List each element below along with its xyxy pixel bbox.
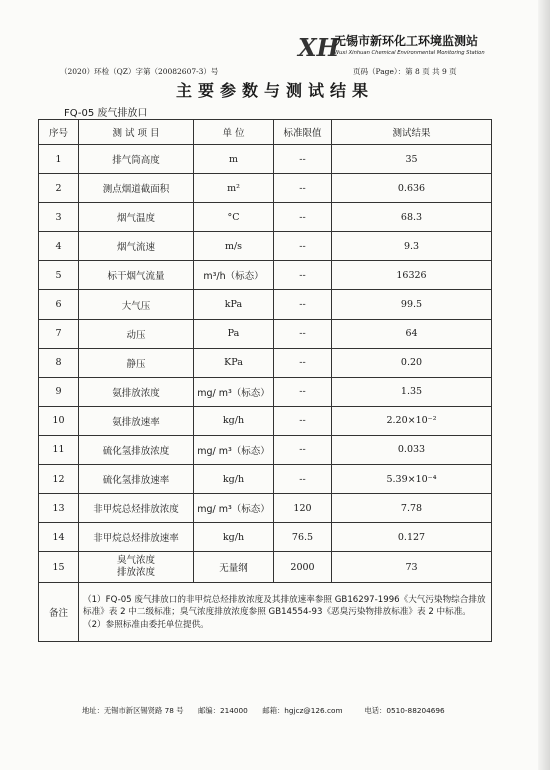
cell-limit: -- (274, 435, 332, 464)
report-number: （2020）环检（QZ）字第（20082607-3）号 (60, 67, 219, 76)
cell-unit: kPa (194, 290, 274, 319)
cell-no: 5 (39, 261, 79, 290)
side-seal-fragment (522, 330, 536, 384)
cell-item: 烟气流速 (79, 232, 194, 261)
cell-limit: -- (274, 377, 332, 406)
header-limit: 标准限值 (274, 120, 332, 145)
cell-no: 11 (39, 435, 79, 464)
cell-item-line2: 排放浓度 (116, 567, 155, 579)
table-row (39, 232, 492, 261)
cell-no: 3 (39, 203, 79, 232)
table-row (39, 290, 492, 319)
cell-item: 大气压 (79, 290, 194, 319)
cell-no: 1 (39, 145, 79, 174)
section-subtitle: FQ-05 废气排放口 (64, 108, 148, 119)
cell-result: 16326 (332, 261, 492, 290)
cell-limit: -- (274, 261, 332, 290)
cell-unit: mg/ m³（标态） (194, 377, 274, 406)
cell-item: 测点烟道截面积 (79, 174, 194, 203)
cell-item (79, 552, 194, 583)
cell-item: 氨排放浓度 (79, 377, 194, 406)
cell-item: 静压 (79, 348, 194, 377)
cell-unit: Pa (194, 319, 274, 348)
cell-unit: kg/h (194, 523, 274, 552)
cell-limit: -- (274, 319, 332, 348)
cell-result: 9.3 (332, 232, 492, 261)
cell-result: 0.033 (332, 435, 492, 464)
table-row (39, 523, 492, 552)
cell-result: 0.127 (332, 523, 492, 552)
note-label: 备注 (39, 583, 79, 642)
cell-result: 0.636 (332, 174, 492, 203)
company-logo (298, 30, 488, 66)
page-title: 主要参数与测试结果 (175, 81, 374, 100)
cell-result: 7.78 (332, 494, 492, 523)
cell-result: 99.5 (332, 290, 492, 319)
cell-limit: -- (274, 406, 332, 435)
table-row (39, 203, 492, 232)
table-row (39, 465, 492, 494)
table-row (39, 435, 492, 464)
cell-unit: °C (194, 203, 274, 232)
logo-mark-icon (298, 32, 340, 62)
page-info: 页码（Page）：第 8 页 共 9 页 (353, 67, 457, 76)
cell-item: 烟气温度 (79, 203, 194, 232)
cell-limit: -- (274, 290, 332, 319)
cell-limit: -- (274, 348, 332, 377)
cell-item: 硫化氢排放速率 (79, 465, 194, 494)
table-row (39, 406, 492, 435)
cell-limit: -- (274, 174, 332, 203)
cell-item: 动压 (79, 319, 194, 348)
cell-unit: mg/ m³（标态） (194, 494, 274, 523)
cell-unit: m/s (194, 232, 274, 261)
notes-row (39, 583, 492, 642)
cell-no: 6 (39, 290, 79, 319)
cell-no: 14 (39, 523, 79, 552)
cell-result: 5.39×10⁻⁴ (332, 465, 492, 494)
cell-no: 9 (39, 377, 79, 406)
cell-result: 68.3 (332, 203, 492, 232)
cell-item-line1: 臭气浓度 (116, 555, 155, 567)
cell-unit: m (194, 145, 274, 174)
results-table (38, 119, 492, 642)
cell-no: 15 (39, 552, 79, 583)
table-row (39, 145, 492, 174)
note-content (79, 583, 492, 642)
cell-unit: m² (194, 174, 274, 203)
table-row (39, 261, 492, 290)
cell-unit: kg/h (194, 406, 274, 435)
cell-item: 非甲烷总烃排放浓度 (79, 494, 194, 523)
table-row (39, 319, 492, 348)
cell-no: 10 (39, 406, 79, 435)
footer-contact: 地址：无锡市新区锡贤路 78 号 邮编：214000 邮箱：hgjcz@126.com 电话：0510-88204696 (82, 706, 445, 715)
cell-result: 2.20×10⁻² (332, 406, 492, 435)
cell-no: 2 (39, 174, 79, 203)
cell-no: 8 (39, 348, 79, 377)
cell-limit: 76.5 (274, 523, 332, 552)
table-header-row (39, 120, 492, 145)
table-row (39, 348, 492, 377)
header-item: 测 试 项 目 (79, 120, 194, 145)
table-row (39, 377, 492, 406)
header-result: 测试结果 (332, 120, 492, 145)
cell-limit: 2000 (274, 552, 332, 583)
cell-item: 非甲烷总烃排放速率 (79, 523, 194, 552)
cell-unit: mg/ m³（标态） (194, 435, 274, 464)
cell-result: 35 (332, 145, 492, 174)
cell-no: 4 (39, 232, 79, 261)
table-row (39, 174, 492, 203)
note-line-1: （1）FQ-05 废气排放口的非甲烷总烃排放浓度及其排放速率参照 GB16297-1996《大气污染物综合排放标准》表 2 中二级标准；臭气浓度排放浓度参照 GB14554-93《恶臭污染物排放标准》表 2 中标准。 (83, 594, 486, 618)
page-edge-shadow (538, 0, 550, 770)
cell-item: 硫化氢排放浓度 (79, 435, 194, 464)
cell-unit: KPa (194, 348, 274, 377)
header-no: 序号 (39, 120, 79, 145)
cell-limit: 120 (274, 494, 332, 523)
company-name: 无锡市新环化工环境监测站 (334, 34, 479, 48)
cell-item: 标干烟气流量 (79, 261, 194, 290)
svg-text:XH: XH (298, 33, 340, 62)
cell-limit: -- (274, 145, 332, 174)
cell-item: 排气筒高度 (79, 145, 194, 174)
cell-result: 0.20 (332, 348, 492, 377)
cell-item: 氨排放速率 (79, 406, 194, 435)
table-row (39, 494, 492, 523)
cell-limit: -- (274, 203, 332, 232)
cell-result: 73 (332, 552, 492, 583)
cell-unit: m³/h（标态） (194, 261, 274, 290)
company-name-en: Wuxi Xinhuan Chemical Environmental Monitoring Station (334, 50, 485, 56)
cell-no: 13 (39, 494, 79, 523)
cell-unit: 无量纲 (194, 552, 274, 583)
table-row (39, 552, 492, 583)
cell-limit: -- (274, 465, 332, 494)
cell-result: 1.35 (332, 377, 492, 406)
cell-limit: -- (274, 232, 332, 261)
cell-no: 7 (39, 319, 79, 348)
cell-no: 12 (39, 465, 79, 494)
header-unit: 单 位 (194, 120, 274, 145)
note-line-2: （2）参照标准由委托单位提供。 (83, 619, 209, 630)
cell-result: 64 (332, 319, 492, 348)
cell-unit: kg/h (194, 465, 274, 494)
